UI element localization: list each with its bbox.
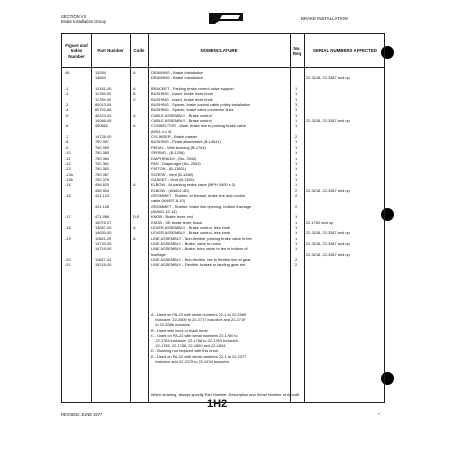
note-line: inclusive and 22-2379 to 22-2434 inclusive. <box>151 358 230 364</box>
quantity-required: 1 <box>295 86 298 92</box>
part-number: 424 124 <box>95 192 110 198</box>
figure-number: -4 <box>65 107 69 113</box>
figure-number: -11 <box>65 155 71 161</box>
group-label: Brake Installation Group <box>61 19 106 24</box>
quantity-required: 1 <box>295 224 298 230</box>
parts-rows <box>62 70 384 268</box>
table-row <box>62 262 384 267</box>
part-number: 11681-29 <box>95 235 112 241</box>
quantity-required: 1 <box>295 107 298 113</box>
nomenclature: KNOB - 98, brake lever, black <box>151 219 203 225</box>
note-line: to 22-3386 inclusive. <box>151 322 192 328</box>
code: A <box>133 86 136 92</box>
figure-number: -13a <box>65 171 73 177</box>
figure-number: -5 <box>65 112 69 118</box>
quantity-required: 1 <box>295 155 298 161</box>
figure-number: -1 <box>65 86 69 92</box>
nomenclature: DRAWING - Brake Installation <box>151 75 203 81</box>
part-number: 750 967 <box>95 139 110 145</box>
quantity-required: 1 <box>295 96 298 102</box>
part-number: 750 367 <box>95 171 110 177</box>
quantity-required: 1 <box>295 160 298 166</box>
quantity-required: 1 <box>295 150 298 156</box>
figure-number: -15 <box>65 192 71 198</box>
nomenclature: SCREW - Vent (B-1268) <box>151 171 193 177</box>
note-line: E - Used on PA-22 with serial numbers 22-1 to 22-2377 <box>151 353 247 359</box>
part-number: 14654 <box>95 75 106 81</box>
quantity-required: 1 <box>295 112 298 118</box>
quantity-required: 2 <box>295 262 298 268</box>
column-header-code: Code <box>133 48 145 54</box>
nomenclature: BUSHING - Spacer, brake valve connector links <box>151 107 234 113</box>
part-number: 750 365 <box>95 150 110 156</box>
code: B <box>133 91 136 97</box>
serial-numbers: 22-3218, 22-3387 and up <box>306 187 350 193</box>
ordering-note: When ordering, always specify Part Number, Description and Serial Number of Aircraft <box>150 392 300 397</box>
nomenclature: LINE ASSEMBLY - Flexible, brakes to landing gear tee <box>151 262 246 268</box>
nomenclature: PISTON - (B-13831) <box>151 166 187 172</box>
part-number: 750 364 <box>95 155 110 161</box>
figure-number: -19 <box>65 235 71 241</box>
nomenclature: GASKET - Vent (B-1159) <box>151 176 194 182</box>
nomenclature: fuselage <box>151 251 166 257</box>
serial-numbers: 22-3218, 22-3387 and up <box>306 230 350 236</box>
page-title: BRAKE INSTALLATION <box>301 16 348 21</box>
serial-numbers: 22-3218, 22-3387 and up <box>306 75 350 81</box>
nomenclature: LINE ASSEMBLY - Brake, from union to tee in bottom of <box>151 246 248 252</box>
quantity-required: 2 <box>295 134 298 140</box>
nomenclature: BRACKET - Parking brake control valve support <box>151 86 234 92</box>
figure-number: -13 <box>65 166 71 172</box>
figure-number: -18 <box>65 224 71 230</box>
part-number: 471 956 <box>95 214 110 220</box>
figure-number: -20 <box>65 257 71 263</box>
section-label: SECTION VII <box>61 14 86 19</box>
code: A <box>133 224 136 230</box>
nomenclature: LEVER ASSEMBLY - Brake control, less knob <box>151 230 231 236</box>
nomenclature: LINE ASSEMBLY - Non-flexible, parking brake valve to tee <box>151 235 252 241</box>
part-number: 750 361 <box>95 160 110 166</box>
note-line: D - Bushing not required with this knob. <box>151 348 219 354</box>
figure-number: -10 <box>65 150 71 156</box>
serial-numbers: 22-3218, 22-3387 and up <box>306 241 350 246</box>
quantity-required: 1 <box>295 214 298 220</box>
serial-numbers: 22-3218, 22-3387 and up <box>306 251 350 257</box>
part-number: 16075-07 <box>95 219 112 225</box>
part-number: 11687-41 <box>95 257 112 263</box>
quantity-required: 2 <box>295 192 298 198</box>
quantity-required: 1 <box>295 241 298 246</box>
part-number: 458 854 <box>95 187 110 193</box>
figure-number: -6 <box>65 123 69 129</box>
serial-numbers: 22-3218, 22-3387 and up <box>306 118 350 124</box>
part-number: 82702-66 <box>95 107 112 113</box>
nomenclature: DRAWING - Brake Installation <box>151 70 203 75</box>
quantity-required: 2 <box>295 187 298 193</box>
nomenclature: GROMMET - Rubber, brake line opening, bottom fuselage <box>151 203 252 209</box>
figure-number: -9 <box>65 144 69 150</box>
part-number: 11769-00 <box>95 91 112 97</box>
part-number: 750 378 <box>95 176 110 182</box>
nomenclature: LINE ASSEMBLY - Non-flexible, tee to flexible line at gear <box>151 257 251 263</box>
part-number: 750 363 <box>95 166 110 172</box>
figure-number: -7 <box>65 134 69 140</box>
part-number: 11769-00 <box>95 96 112 102</box>
note-line: 22-1785, 22-1786, 22-1800 and 22-1804. <box>151 343 227 349</box>
figure-number: 49- <box>65 70 71 75</box>
nomenclature: DIAPHRAGM - (No. 2944) <box>151 155 197 161</box>
part-number: 40123-91 <box>95 112 112 118</box>
nomenclature: BUSHING - Spacer, brake control cable pulley installation <box>151 102 251 108</box>
nomenclature: CABLE ASSEMBLY - Brake control <box>151 118 212 124</box>
figure-number: -14 <box>65 182 71 188</box>
quantity-required: 2 <box>295 203 298 209</box>
nomenclature: PAD - Diaphragm (No. 2063) <box>151 160 201 166</box>
column-header-serial: SERIAL NUMBERS AFFECTED <box>313 48 377 54</box>
nomenclature: PEDAL - With bushing (B-1744) <box>151 144 206 150</box>
quantity-required: 2 <box>295 257 298 263</box>
quantity-required: 1 <box>295 144 298 150</box>
part-number: 14720-00 <box>95 241 112 246</box>
note-line: 22-1764 inclusive, 22-1766 to 22-1783 inclusive, <box>151 338 239 344</box>
nomenclature: GROMMET - Rubber, at firewall, brake line and control <box>151 192 246 198</box>
code-notes <box>151 312 301 364</box>
quantity-required: 1 <box>295 139 298 145</box>
part-number: 750 969 <box>95 144 110 150</box>
nomenclature: KNOB - Brake lever, red <box>151 214 193 220</box>
part-number: 14726-00 <box>95 134 112 140</box>
nomenclature: CYLINDER - Brake master <box>151 134 198 140</box>
part-number: 424 128 <box>95 203 110 209</box>
part-number: 490662 <box>95 123 108 129</box>
code: D,E <box>133 214 140 220</box>
parts-table <box>61 33 385 403</box>
figure-number: -8 <box>65 139 69 145</box>
quantity-required: 1 <box>295 246 298 252</box>
note-line: inclusive, 22-2600 to 22-2717 inclusive and 22-2719 <box>151 317 246 323</box>
part-number: 13054 <box>95 70 106 75</box>
column-header-part: Part Number <box>97 48 124 54</box>
quantity-required: 1 <box>295 123 298 129</box>
part-number: 15215-00 <box>95 262 112 268</box>
code: C <box>133 96 136 102</box>
nomenclature: LEVER ASSEMBLY - Brake control, less knob <box>151 224 231 230</box>
piper-logo <box>209 13 243 24</box>
code: A <box>133 235 136 241</box>
nomenclature: CONNECTOR - Male, brake line to parking brake valve <box>151 123 247 129</box>
nomenclature: (MS4-4 x 4) <box>151 128 172 134</box>
quantity-required: 3 <box>295 102 298 108</box>
figure-number: -13b <box>65 176 73 182</box>
nomenclature: (AN931-10-14) <box>151 208 177 214</box>
page-mark: * <box>378 412 380 417</box>
nomenclature: CABLE ASSEMBLY - Brake control <box>151 112 212 118</box>
quantity-required: 1 <box>295 91 298 97</box>
quantity-required: 1 <box>295 235 298 241</box>
figure-number: -12 <box>65 160 71 166</box>
quantity-required: 1 <box>295 171 298 177</box>
part-number: 13161-00 <box>95 86 112 92</box>
part-number: 14719-00 <box>95 246 112 252</box>
part-number: 14066-05 <box>95 118 112 124</box>
nomenclature: SPRING - (B-1258) <box>151 150 185 156</box>
code: A <box>133 112 136 118</box>
quantity-required: 1 <box>295 219 298 225</box>
section-header <box>61 14 106 24</box>
note-line: B - Used with ivory or black knob. <box>151 327 209 333</box>
quantity-required: 1 <box>295 166 298 172</box>
nomenclature: LINE ASSEMBLY - Brake, valve to union <box>151 241 221 246</box>
part-number: 13067-00 <box>95 224 112 230</box>
note-line: C - Used on PA-22 with serial numbers 22-1760 to <box>151 332 238 338</box>
header-divider <box>62 67 384 68</box>
code: A <box>133 70 136 75</box>
code: A <box>133 123 136 129</box>
figure-number: -2 <box>65 91 69 97</box>
part-number: 80013-04 <box>95 102 112 108</box>
quantity-required: 1 <box>295 176 298 182</box>
nomenclature: cable (AN937-8-10) <box>151 198 185 204</box>
part-number: 14630-00 <box>95 230 112 236</box>
revision-date: REVISED: JUNE 1977 <box>61 412 103 417</box>
figure-number: -17 <box>65 214 71 220</box>
nomenclature: ELBOW - At parking brake valve (MPH 3400 x 3) <box>151 182 236 188</box>
column-header-req: No. Req <box>292 45 302 56</box>
code: A <box>133 182 136 188</box>
page-code: 1H2 <box>207 398 228 410</box>
nomenclature: BUSHING - Insert, brake lever knob <box>151 96 213 102</box>
quantity-required: 1 <box>295 182 298 188</box>
quantity-required: 1 <box>295 230 298 236</box>
figure-number: -3 <box>65 102 69 108</box>
nomenclature: BUSHING - Pedal attachment (B-14941) <box>151 139 221 145</box>
nomenclature: BUSHING - Insert, brake lever knob <box>151 91 213 97</box>
part-number: 458 820 <box>95 182 110 188</box>
column-header-figure: Figure and Index Number <box>65 43 88 59</box>
note-line: A - Used on PA-22 with serial numbers 22-1 to 22-2589 <box>151 312 247 317</box>
quantity-required: 1 <box>295 118 298 124</box>
figure-number: -21 <box>65 262 71 268</box>
nomenclature: ELBOW - (AN822-4D) <box>151 187 190 193</box>
column-header-nomenclature: NOMENCLATURE <box>200 48 238 54</box>
serial-numbers: 22-1760 and up <box>306 219 334 225</box>
